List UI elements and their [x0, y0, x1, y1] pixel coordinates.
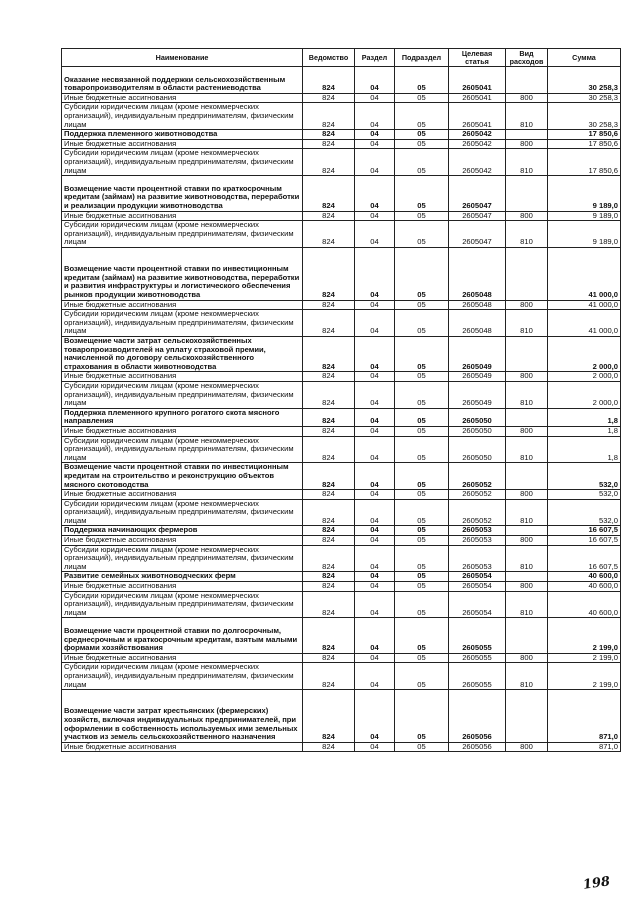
cell-name: Иные бюджетные ассигнования [62, 372, 303, 382]
page-number: 198 [582, 874, 612, 893]
header-section: Раздел [355, 49, 395, 67]
cell-department: 824 [303, 572, 355, 582]
cell-sum: 30 258,3 [548, 93, 621, 103]
table-row [62, 526, 621, 536]
cell-department: 824 [303, 221, 355, 248]
cell-target-article: 2605053 [449, 526, 506, 536]
cell-section: 04 [355, 426, 395, 436]
cell-section: 04 [355, 372, 395, 382]
cell-target-article: 2605052 [449, 490, 506, 500]
cell-expense-type [506, 572, 548, 582]
cell-expense-type: 810 [506, 103, 548, 130]
cell-department: 824 [303, 436, 355, 463]
header-name: Наименование [62, 49, 303, 67]
cell-department: 824 [303, 176, 355, 211]
cell-subsection: 05 [395, 536, 449, 546]
cell-section: 04 [355, 582, 395, 592]
cell-target-article: 2605054 [449, 582, 506, 592]
cell-name: Поддержка начинающих фермеров [62, 526, 303, 536]
cell-section: 04 [355, 572, 395, 582]
cell-subsection: 05 [395, 618, 449, 653]
cell-subsection: 05 [395, 582, 449, 592]
cell-department: 824 [303, 591, 355, 618]
cell-target-article: 2605049 [449, 381, 506, 408]
table-row [62, 93, 621, 103]
cell-department: 824 [303, 372, 355, 382]
cell-subsection: 05 [395, 742, 449, 752]
cell-name: Иные бюджетные ассигнования [62, 139, 303, 149]
cell-target-article: 2605047 [449, 176, 506, 211]
cell-subsection: 05 [395, 591, 449, 618]
cell-department: 824 [303, 742, 355, 752]
cell-expense-type [506, 526, 548, 536]
table-row [62, 336, 621, 371]
cell-sum: 17 850,6 [548, 139, 621, 149]
cell-section: 04 [355, 103, 395, 130]
table-row [62, 463, 621, 490]
cell-target-article: 2605052 [449, 463, 506, 490]
table-row [62, 436, 621, 463]
cell-sum: 9 189,0 [548, 176, 621, 211]
cell-expense-type [506, 130, 548, 140]
cell-target-article: 2605047 [449, 211, 506, 221]
cell-name: Иные бюджетные ассигнования [62, 653, 303, 663]
cell-department: 824 [303, 408, 355, 426]
cell-department: 824 [303, 103, 355, 130]
table-row [62, 310, 621, 337]
table-row [62, 582, 621, 592]
header-target-article: Целевая статья [449, 49, 506, 67]
cell-sum: 40 600,0 [548, 582, 621, 592]
cell-sum: 1,8 [548, 426, 621, 436]
cell-section: 04 [355, 490, 395, 500]
cell-department: 824 [303, 690, 355, 743]
table-header-row [62, 49, 621, 67]
cell-subsection: 05 [395, 526, 449, 536]
cell-section: 04 [355, 310, 395, 337]
cell-name: Иные бюджетные ассигнования [62, 426, 303, 436]
cell-subsection: 05 [395, 381, 449, 408]
cell-target-article: 2605048 [449, 300, 506, 310]
cell-sum: 1,8 [548, 436, 621, 463]
cell-expense-type [506, 176, 548, 211]
budget-table [61, 48, 621, 752]
cell-sum: 41 000,0 [548, 247, 621, 300]
cell-department: 824 [303, 67, 355, 94]
table-row [62, 690, 621, 743]
cell-sum: 2 199,0 [548, 618, 621, 653]
cell-subsection: 05 [395, 426, 449, 436]
cell-sum: 16 607,5 [548, 526, 621, 536]
cell-department: 824 [303, 463, 355, 490]
cell-expense-type [506, 690, 548, 743]
table-row [62, 572, 621, 582]
cell-name: Возмещение части процентной ставки по краткосрочным кредитам (займам) на развитие животноводства, переработки и реализации продукции животноводства [62, 176, 303, 211]
cell-department: 824 [303, 336, 355, 371]
cell-expense-type: 800 [506, 372, 548, 382]
cell-name: Возмещение части процентной ставки по долгосрочным, среднесрочным и краткосрочным кредитам, взятым малыми формами хозяйствования [62, 618, 303, 653]
cell-sum: 30 258,3 [548, 103, 621, 130]
cell-subsection: 05 [395, 408, 449, 426]
cell-sum: 40 600,0 [548, 572, 621, 582]
cell-expense-type: 800 [506, 211, 548, 221]
cell-section: 04 [355, 67, 395, 94]
cell-expense-type: 800 [506, 139, 548, 149]
cell-subsection: 05 [395, 149, 449, 176]
table-row [62, 130, 621, 140]
cell-subsection: 05 [395, 300, 449, 310]
table-row [62, 408, 621, 426]
cell-section: 04 [355, 93, 395, 103]
cell-target-article: 2605050 [449, 436, 506, 463]
cell-sum: 41 000,0 [548, 300, 621, 310]
cell-department: 824 [303, 526, 355, 536]
cell-subsection: 05 [395, 310, 449, 337]
table-row [62, 300, 621, 310]
cell-subsection: 05 [395, 653, 449, 663]
cell-target-article: 2605042 [449, 130, 506, 140]
cell-sum: 30 258,3 [548, 67, 621, 94]
table-row [62, 653, 621, 663]
cell-subsection: 05 [395, 103, 449, 130]
cell-expense-type: 810 [506, 149, 548, 176]
cell-department: 824 [303, 426, 355, 436]
table-row [62, 149, 621, 176]
cell-subsection: 05 [395, 130, 449, 140]
cell-section: 04 [355, 139, 395, 149]
cell-sum: 41 000,0 [548, 310, 621, 337]
cell-sum: 2 199,0 [548, 653, 621, 663]
cell-sum: 532,0 [548, 499, 621, 526]
cell-section: 04 [355, 436, 395, 463]
table-row [62, 499, 621, 526]
cell-subsection: 05 [395, 139, 449, 149]
table-row [62, 381, 621, 408]
cell-subsection: 05 [395, 490, 449, 500]
table-row [62, 103, 621, 130]
cell-section: 04 [355, 463, 395, 490]
table-row [62, 663, 621, 690]
table-row [62, 221, 621, 248]
cell-section: 04 [355, 336, 395, 371]
cell-sum: 17 850,6 [548, 130, 621, 140]
cell-department: 824 [303, 247, 355, 300]
cell-name: Субсидии юридическим лицам (кроме некоммерческих организаций), индивидуальным предпринимателям, физическим лицам [62, 436, 303, 463]
cell-target-article: 2605054 [449, 591, 506, 618]
cell-expense-type [506, 408, 548, 426]
table-row [62, 545, 621, 572]
table-row [62, 372, 621, 382]
cell-expense-type: 800 [506, 742, 548, 752]
table-row [62, 618, 621, 653]
cell-section: 04 [355, 618, 395, 653]
cell-expense-type [506, 247, 548, 300]
cell-name: Иные бюджетные ассигнования [62, 300, 303, 310]
cell-target-article: 2605056 [449, 742, 506, 752]
cell-sum: 17 850,6 [548, 149, 621, 176]
cell-name: Поддержка племенного крупного рогатого скота мясного направления [62, 408, 303, 426]
cell-sum: 16 607,5 [548, 536, 621, 546]
cell-section: 04 [355, 176, 395, 211]
table-row [62, 211, 621, 221]
cell-subsection: 05 [395, 247, 449, 300]
cell-sum: 871,0 [548, 690, 621, 743]
cell-target-article: 2605042 [449, 139, 506, 149]
cell-target-article: 2605056 [449, 690, 506, 743]
cell-department: 824 [303, 490, 355, 500]
cell-expense-type [506, 336, 548, 371]
cell-target-article: 2605049 [449, 372, 506, 382]
cell-name: Иные бюджетные ассигнования [62, 742, 303, 752]
cell-target-article: 2605055 [449, 653, 506, 663]
cell-name: Иные бюджетные ассигнования [62, 536, 303, 546]
cell-target-article: 2605054 [449, 572, 506, 582]
cell-department: 824 [303, 653, 355, 663]
cell-subsection: 05 [395, 221, 449, 248]
table-row [62, 139, 621, 149]
cell-sum: 532,0 [548, 463, 621, 490]
cell-section: 04 [355, 211, 395, 221]
cell-expense-type [506, 67, 548, 94]
cell-department: 824 [303, 93, 355, 103]
cell-sum: 16 607,5 [548, 545, 621, 572]
cell-name: Развитие семейных животноводческих ферм [62, 572, 303, 582]
cell-name: Возмещение части процентной ставки по инвестиционным кредитам на строительство и реконструкцию объектов мясного скотоводства [62, 463, 303, 490]
cell-sum: 9 189,0 [548, 221, 621, 248]
cell-target-article: 2605048 [449, 247, 506, 300]
cell-section: 04 [355, 247, 395, 300]
cell-name: Субсидии юридическим лицам (кроме некоммерческих организаций), индивидуальным предпринимателям, физическим лицам [62, 663, 303, 690]
cell-department: 824 [303, 381, 355, 408]
cell-sum: 1,8 [548, 408, 621, 426]
cell-department: 824 [303, 149, 355, 176]
cell-subsection: 05 [395, 211, 449, 221]
cell-target-article: 2605055 [449, 618, 506, 653]
cell-sum: 2 000,0 [548, 372, 621, 382]
cell-section: 04 [355, 653, 395, 663]
budget-table-page [61, 48, 620, 752]
cell-name: Субсидии юридическим лицам (кроме некоммерческих организаций), индивидуальным предпринимателям, физическим лицам [62, 310, 303, 337]
header-subsection: Подраздел [395, 49, 449, 67]
cell-target-article: 2605052 [449, 499, 506, 526]
cell-expense-type [506, 463, 548, 490]
table-row [62, 490, 621, 500]
cell-name: Иные бюджетные ассигнования [62, 93, 303, 103]
cell-target-article: 2605047 [449, 221, 506, 248]
cell-name: Иные бюджетные ассигнования [62, 490, 303, 500]
cell-sum: 40 600,0 [548, 591, 621, 618]
cell-target-article: 2605041 [449, 93, 506, 103]
table-row [62, 536, 621, 546]
cell-section: 04 [355, 149, 395, 176]
table-body [62, 67, 621, 752]
cell-department: 824 [303, 139, 355, 149]
cell-expense-type: 810 [506, 663, 548, 690]
cell-name: Субсидии юридическим лицам (кроме некоммерческих организаций), индивидуальным предпринимателям, физическим лицам [62, 221, 303, 248]
cell-sum: 2 000,0 [548, 336, 621, 371]
cell-expense-type: 810 [506, 436, 548, 463]
cell-name: Возмещение части затрат крестьянских (фермерских) хозяйств, включая индивидуальных предпринимателей, при оформлении в собственность используемых ими земельных участков из земель сельскохозяйственного назначения [62, 690, 303, 743]
cell-target-article: 2605048 [449, 310, 506, 337]
cell-name: Иные бюджетные ассигнования [62, 582, 303, 592]
cell-section: 04 [355, 742, 395, 752]
table-row [62, 742, 621, 752]
cell-name: Субсидии юридическим лицам (кроме некоммерческих организаций), индивидуальным предпринимателям, физическим лицам [62, 545, 303, 572]
cell-section: 04 [355, 663, 395, 690]
cell-subsection: 05 [395, 176, 449, 211]
table-row [62, 247, 621, 300]
cell-subsection: 05 [395, 690, 449, 743]
cell-target-article: 2605055 [449, 663, 506, 690]
cell-subsection: 05 [395, 499, 449, 526]
cell-sum: 2 199,0 [548, 663, 621, 690]
cell-expense-type [506, 618, 548, 653]
cell-expense-type: 800 [506, 653, 548, 663]
cell-subsection: 05 [395, 436, 449, 463]
cell-subsection: 05 [395, 663, 449, 690]
cell-section: 04 [355, 408, 395, 426]
header-expense-type: Вид расходов [506, 49, 548, 67]
cell-expense-type: 800 [506, 300, 548, 310]
cell-department: 824 [303, 536, 355, 546]
cell-name: Иные бюджетные ассигнования [62, 211, 303, 221]
cell-expense-type: 810 [506, 381, 548, 408]
cell-subsection: 05 [395, 336, 449, 371]
cell-department: 824 [303, 211, 355, 221]
table-row [62, 67, 621, 94]
cell-department: 824 [303, 130, 355, 140]
cell-name: Субсидии юридическим лицам (кроме некоммерческих организаций), индивидуальным предпринимателям, физическим лицам [62, 149, 303, 176]
cell-target-article: 2605041 [449, 67, 506, 94]
cell-name: Оказание несвязанной поддержки сельскохозяйственным товаропроизводителям в области растениеводства [62, 67, 303, 94]
cell-target-article: 2605042 [449, 149, 506, 176]
cell-expense-type: 800 [506, 93, 548, 103]
cell-subsection: 05 [395, 93, 449, 103]
cell-section: 04 [355, 591, 395, 618]
cell-section: 04 [355, 690, 395, 743]
cell-target-article: 2605053 [449, 536, 506, 546]
cell-name: Субсидии юридическим лицам (кроме некоммерческих организаций), индивидуальным предпринимателям, физическим лицам [62, 591, 303, 618]
cell-expense-type: 810 [506, 591, 548, 618]
cell-name: Возмещение части процентной ставки по инвестиционным кредитам (займам) на развитие животноводства, переработки и развития инфраструктуры и логистического обеспечения рынков продукции животноводства [62, 247, 303, 300]
cell-section: 04 [355, 526, 395, 536]
cell-expense-type: 810 [506, 545, 548, 572]
table-row [62, 426, 621, 436]
cell-subsection: 05 [395, 463, 449, 490]
cell-subsection: 05 [395, 572, 449, 582]
cell-sum: 2 000,0 [548, 381, 621, 408]
cell-expense-type: 810 [506, 499, 548, 526]
cell-section: 04 [355, 536, 395, 546]
cell-department: 824 [303, 310, 355, 337]
cell-expense-type: 810 [506, 310, 548, 337]
cell-sum: 532,0 [548, 490, 621, 500]
cell-target-article: 2605041 [449, 103, 506, 130]
cell-section: 04 [355, 221, 395, 248]
cell-sum: 871,0 [548, 742, 621, 752]
cell-target-article: 2605050 [449, 408, 506, 426]
cell-sum: 9 189,0 [548, 211, 621, 221]
cell-name: Субсидии юридическим лицам (кроме некоммерческих организаций), индивидуальным предпринимателям, физическим лицам [62, 381, 303, 408]
cell-expense-type: 800 [506, 582, 548, 592]
cell-section: 04 [355, 545, 395, 572]
cell-department: 824 [303, 663, 355, 690]
cell-name: Поддержка племенного животноводства [62, 130, 303, 140]
cell-department: 824 [303, 499, 355, 526]
cell-expense-type: 800 [506, 490, 548, 500]
cell-department: 824 [303, 618, 355, 653]
header-sum: Сумма [548, 49, 621, 67]
cell-department: 824 [303, 545, 355, 572]
cell-expense-type: 800 [506, 536, 548, 546]
cell-target-article: 2605050 [449, 426, 506, 436]
cell-section: 04 [355, 499, 395, 526]
cell-section: 04 [355, 300, 395, 310]
cell-subsection: 05 [395, 545, 449, 572]
cell-name: Субсидии юридическим лицам (кроме некоммерческих организаций), индивидуальным предпринимателям, физическим лицам [62, 499, 303, 526]
cell-department: 824 [303, 300, 355, 310]
cell-name: Возмещение части затрат сельскохозяйственных товаропроизводителей на уплату страховой премии, начисленной по договору сельскохозяйственного страхования в области животноводства [62, 336, 303, 371]
cell-target-article: 2605049 [449, 336, 506, 371]
cell-subsection: 05 [395, 372, 449, 382]
cell-subsection: 05 [395, 67, 449, 94]
cell-target-article: 2605053 [449, 545, 506, 572]
table-row [62, 176, 621, 211]
cell-department: 824 [303, 582, 355, 592]
cell-expense-type: 800 [506, 426, 548, 436]
cell-expense-type: 810 [506, 221, 548, 248]
header-department: Ведомство [303, 49, 355, 67]
cell-section: 04 [355, 381, 395, 408]
cell-name: Субсидии юридическим лицам (кроме некоммерческих организаций), индивидуальным предпринимателям, физическим лицам [62, 103, 303, 130]
cell-section: 04 [355, 130, 395, 140]
table-row [62, 591, 621, 618]
